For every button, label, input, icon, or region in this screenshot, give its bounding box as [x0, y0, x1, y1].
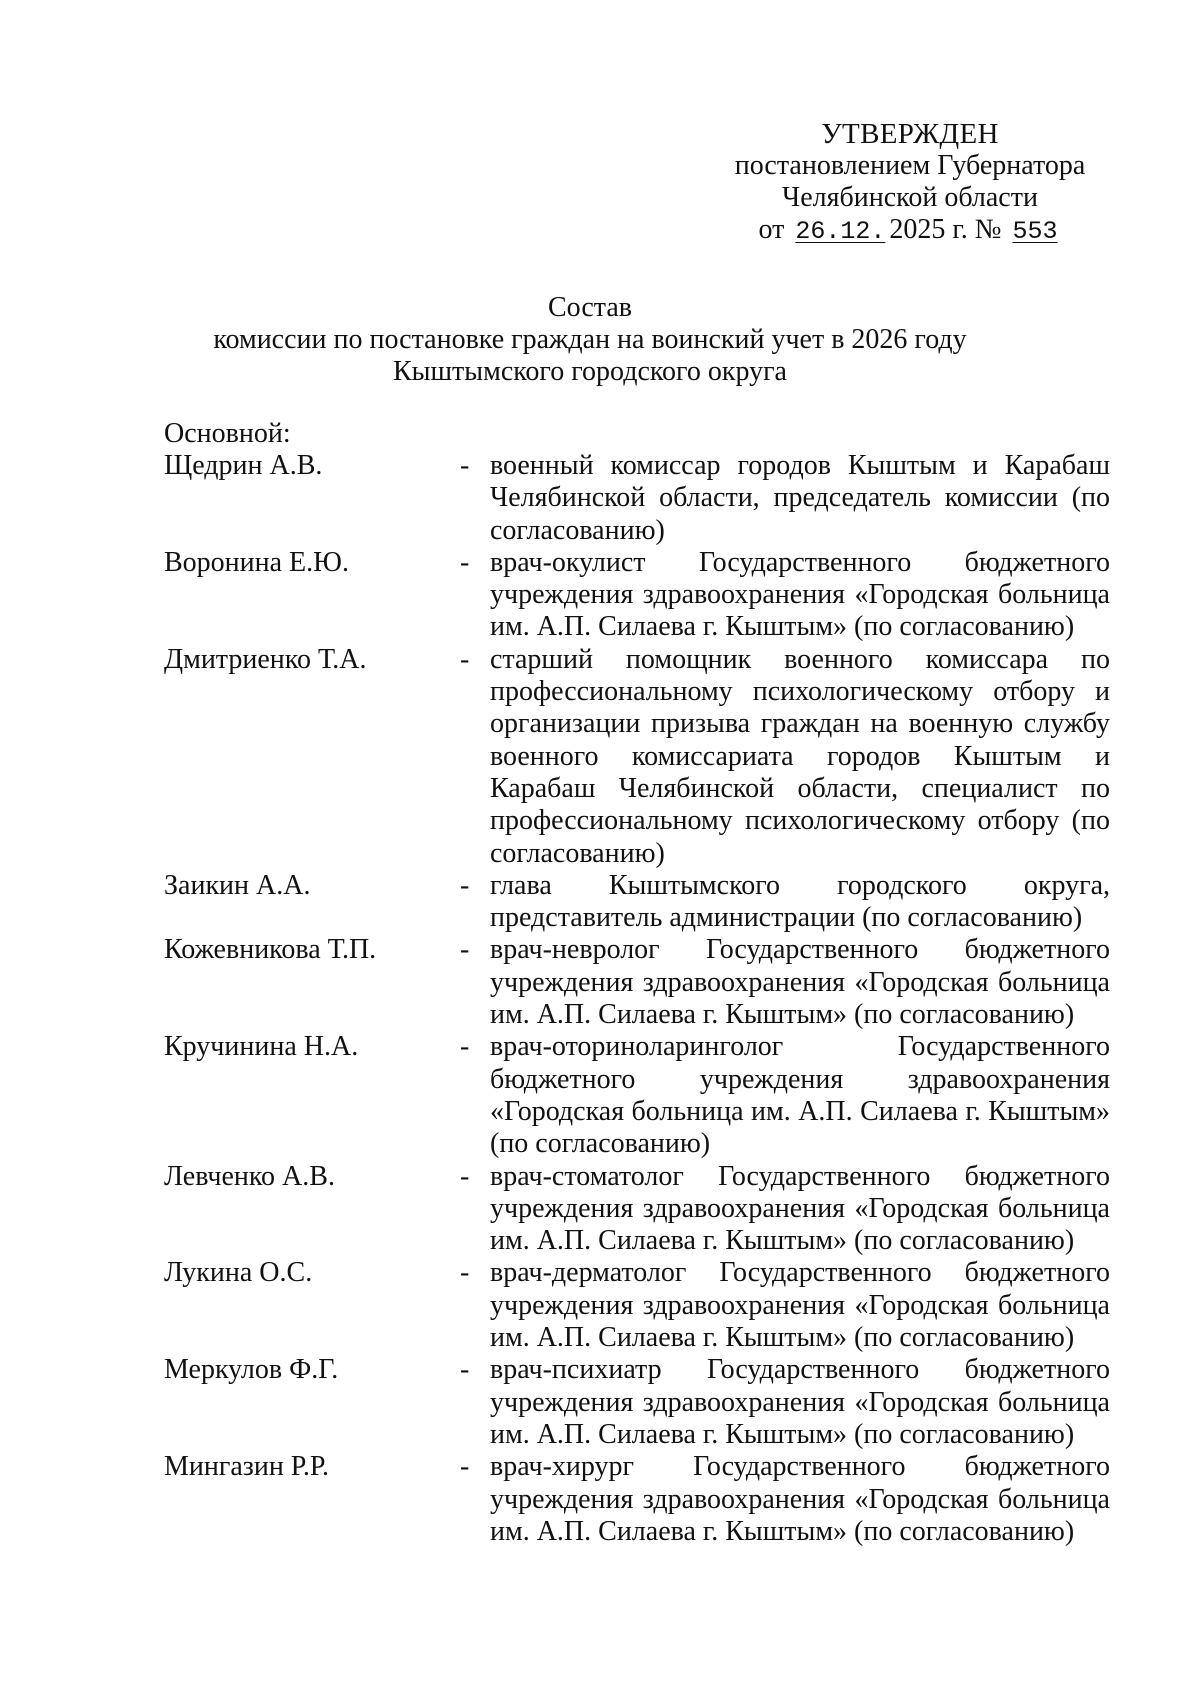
member-name: Мингазин Р.Р.: [164, 1451, 329, 1483]
member-role: врач-невролог Государственного бюджетного учреждения здравоохранения «Городская больница им. А.П. Силаева г. Кыштым» (по согласованию): [490, 934, 1110, 1031]
approval-line-2: Челябинской области: [782, 182, 1038, 213]
member-name: Воронина Е.Ю.: [164, 546, 349, 578]
member-row: [164, 870, 1110, 935]
member-row: [164, 1161, 1110, 1258]
document-number: 553: [1012, 217, 1058, 246]
member-row: [164, 450, 1110, 547]
member-name: Заикин А.А.: [164, 869, 311, 901]
title-line-2: комиссии по постановке граждан на воинский учет в 2026 году: [213, 324, 967, 355]
member-dash: -: [460, 546, 470, 578]
approval-heading: УТВЕРЖДЕН: [821, 118, 999, 150]
member-name: Щедрин А.В.: [164, 450, 323, 481]
date-value: 26.12.: [795, 217, 886, 246]
member-role: врач-психиатр Государственного бюджетного учреждения здравоохранения «Городская больница им. А.П. Силаева г. Кыштым» (по согласованию): [490, 1354, 1110, 1450]
members-list: [164, 450, 1110, 1548]
member-dash: -: [460, 1354, 470, 1386]
approval-stamp-block: [720, 118, 1100, 248]
member-dash: -: [460, 1257, 470, 1289]
member-role: военный комиссар городов Кыштым и Карабаш Челябинской области, председатель комиссии (по согласованию): [490, 450, 1110, 546]
member-row: [164, 1451, 1110, 1548]
date-prefix: от: [758, 214, 785, 245]
member-role: врач-стоматолог Государственного бюджетного учреждения здравоохранения «Городская больница им. А.П. Силаева г. Кыштым» (по согласованию): [490, 1160, 1110, 1257]
member-dash: -: [460, 869, 470, 901]
member-name: Дмитриенко Т.А.: [164, 643, 367, 675]
date-suffix: 2025 г. №: [889, 214, 1002, 245]
member-row: [164, 644, 1110, 870]
member-dash: -: [460, 643, 470, 675]
member-name: Левченко А.В.: [164, 1160, 335, 1192]
approval-date-line: [720, 214, 1100, 248]
member-role: врач-окулист Государственного бюджетного учреждения здравоохранения «Городская больница им. А.П. Силаева г. Кыштым» (по согласованию): [490, 546, 1110, 643]
member-row: [164, 1354, 1110, 1451]
member-dash: -: [460, 1160, 470, 1192]
approval-line-1: постановлением Губернатора: [734, 150, 1086, 181]
member-name: Лукина О.С.: [164, 1257, 313, 1289]
title-line-3: Кыштымского городского округа: [393, 356, 787, 387]
member-dash: -: [460, 1031, 470, 1063]
member-row: [164, 1031, 1110, 1160]
section-label: Основной:: [164, 418, 291, 449]
member-row: [164, 1257, 1110, 1354]
member-role: врач-хирург Государственного бюджетного учреждения здравоохранения «Городская больница им. А.П. Силаева г. Кыштым» (по согласованию): [490, 1451, 1110, 1547]
member-role: глава Кыштымского городского округа, представитель администрации (по согласованию): [490, 869, 1110, 934]
member-role: врач-оториноларинголог Государственного бюджетного учреждения здравоохранения «Городская больница им. А.П. Силаева г. Кыштым» (по согласованию): [490, 1031, 1110, 1160]
member-row: [164, 547, 1110, 644]
member-dash: -: [460, 1451, 470, 1483]
member-name: Меркулов Ф.Г.: [164, 1354, 339, 1386]
member-name: Кручинина Н.А.: [164, 1031, 359, 1063]
document-title: [150, 292, 1030, 388]
member-role: врач-дерматолог Государственного бюджетного учреждения здравоохранения «Городская больница им. А.П. Силаева г. Кыштым» (по согласованию): [490, 1257, 1110, 1354]
member-dash: -: [460, 934, 470, 966]
title-line-1: Состав: [547, 292, 633, 323]
member-dash: -: [460, 450, 470, 481]
member-name: Кожевникова Т.П.: [164, 934, 377, 966]
member-row: [164, 934, 1110, 1031]
member-role: старший помощник военного комиссара по профессиональному психологическому отбору и организации призыва граждан на военную службу военного комиссариата городов Кыштым и Карабаш Челябинской области, специалист по профессиональному психологическому отбору (по согласованию): [490, 643, 1110, 869]
